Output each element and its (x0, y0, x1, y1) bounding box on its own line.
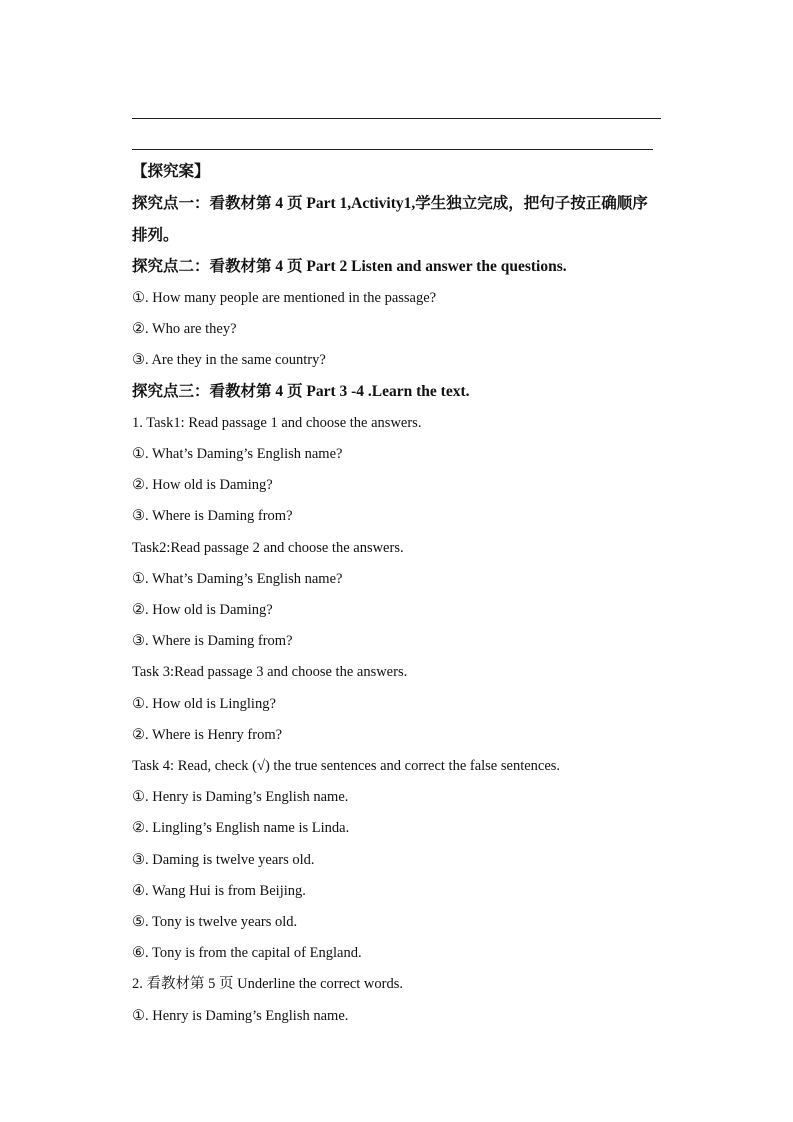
list-item: ⑤. Tony is twelve years old. (132, 914, 298, 930)
point1-heading-cont: 排列。 (132, 227, 179, 244)
list-item: ①. Henry is Daming’s English name. (132, 789, 349, 805)
list-item: ①. What’s Daming’s English name? (132, 446, 343, 462)
point1-heading: 探究点一：看教材第 4 页 Part 1,Activity1,学生独立完成，把句子按正确顺序 (132, 195, 648, 212)
list-item: ④. Wang Hui is from Beijing. (132, 883, 306, 899)
point3-heading: 探究点三：看教材第 4 页 Part 3 -4 .Learn the text. (132, 383, 470, 400)
item2-heading: 2. 看教材第 5 页 Underline the correct words. (132, 976, 404, 992)
task3-heading: Task 3:Read passage 3 and choose the answers. (132, 664, 408, 680)
list-item: ①. How many people are mentioned in the passage? (132, 290, 437, 306)
list-item: ①. How old is Lingling? (132, 696, 276, 712)
point2-heading: 探究点二：看教材第 4 页 Part 2 Listen and answer the questions. (132, 258, 567, 275)
list-item: ①. Henry is Daming’s English name. (132, 1008, 349, 1024)
list-item: ②. Lingling’s English name is Linda. (132, 820, 350, 836)
list-item: ③. Are they in the same country? (132, 352, 326, 368)
list-item: ②. How old is Daming? (132, 602, 273, 618)
list-item: ③. Where is Daming from? (132, 633, 293, 649)
blank-answer-line-2 (132, 149, 653, 150)
list-item: ②. How old is Daming? (132, 477, 273, 493)
task1-heading: 1. Task1: Read passage 1 and choose the answers. (132, 415, 422, 431)
list-item: ②. Where is Henry from? (132, 727, 283, 743)
list-item: ①. What’s Daming’s English name? (132, 571, 343, 587)
blank-answer-line-1 (132, 118, 661, 119)
task4-heading: Task 4: Read, check (√) the true sentences and correct the false sentences. (132, 758, 561, 774)
list-item: ②. Who are they? (132, 321, 237, 337)
list-item: ③. Where is Daming from? (132, 508, 293, 524)
task2-heading: Task2:Read passage 2 and choose the answers. (132, 540, 404, 556)
section-title: 【探究案】 (132, 163, 210, 180)
list-item: ③. Daming is twelve years old. (132, 852, 315, 868)
list-item: ⑥. Tony is from the capital of England. (132, 945, 362, 961)
